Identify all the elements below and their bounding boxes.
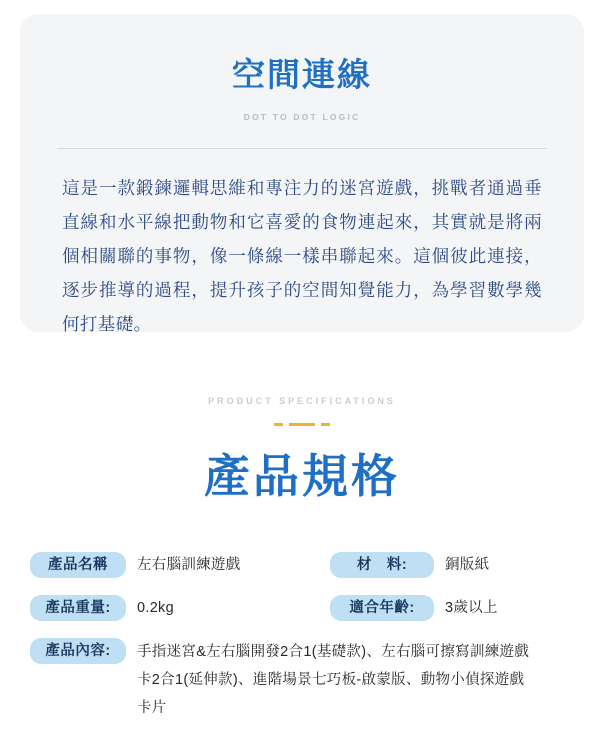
table-row — [30, 552, 578, 578]
spec-header — [0, 396, 604, 506]
table-row — [30, 595, 578, 621]
spec-table — [30, 552, 578, 739]
spec-value-age: 3歲以上 — [445, 600, 498, 616]
spec-cell-material — [330, 552, 578, 578]
table-row — [30, 638, 578, 722]
spec-label-age: 適合年齡: — [330, 595, 434, 621]
spec-label-content: 產品內容: — [30, 638, 126, 664]
spec-cell-weight — [30, 595, 330, 621]
divider-dash-center — [289, 423, 315, 426]
decorative-divider — [260, 422, 344, 426]
divider-dash-left — [274, 423, 283, 426]
spec-value-material: 銅版紙 — [445, 557, 490, 573]
intro-title: 空間連線 — [232, 56, 372, 93]
spec-label-weight: 產品重量: — [30, 595, 126, 621]
spec-value-content: 手指迷宮&左右腦開發2合1(基礎款)、左右腦可擦寫訓練遊戲卡2合1(延伸款)、進階場景七巧板-啟蒙版、動物小偵探遊戲卡片 — [137, 644, 530, 716]
intro-divider — [57, 148, 547, 149]
intro-body-text: 這是一款鍛鍊邏輯思維和專注力的迷宮遊戲，挑戰者通過垂直線和水平線把動物和它喜愛的食物連起來，其實就是將兩個相關聯的事物，像一條線一樣串聯起來。這個彼此連接，逐步推導的過程，提升孩子的空間知覺能力，為學習數學幾何打基礎。 — [62, 178, 542, 334]
divider-dash-right — [321, 423, 330, 426]
intro-subtitle: DOT TO DOT LOGIC — [243, 112, 361, 122]
spec-value-product-name: 左右腦訓練遊戲 — [137, 557, 241, 573]
spec-cell-name — [30, 552, 330, 578]
spec-value-weight: 0.2kg — [137, 600, 174, 616]
spec-cell-age — [330, 595, 578, 621]
spec-cell-content — [30, 638, 530, 722]
intro-card — [20, 14, 584, 332]
spec-title: 產品規格 — [204, 450, 400, 502]
spec-label-product-name: 產品名稱 — [30, 552, 126, 578]
spec-label-material: 材 料: — [330, 552, 434, 578]
spec-eyebrow: PRODUCT SPECIFICATIONS — [208, 396, 396, 406]
